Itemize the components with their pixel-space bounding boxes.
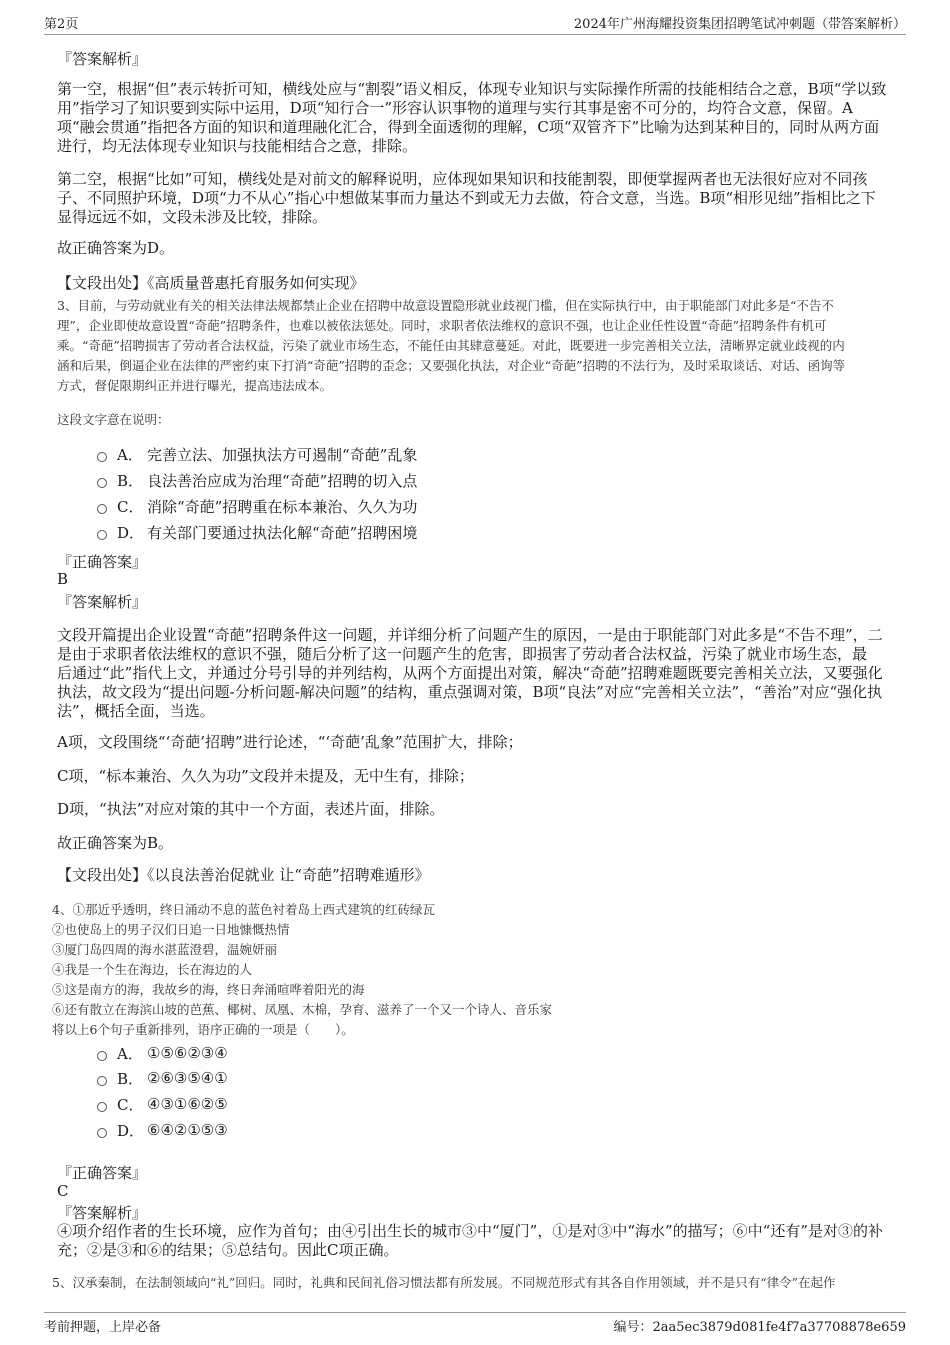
q4-answer: C xyxy=(57,1182,69,1200)
option-text: ⑥④②①⑤③ xyxy=(147,1121,228,1139)
document-title: 2024年广州海耀投资集团招聘笔试冲刺题（带答案解析） xyxy=(573,17,906,32)
option-letter: A． xyxy=(117,445,143,464)
q2-analysis-label: 『答案解析』 xyxy=(57,50,148,68)
option-letter: A． xyxy=(117,1044,143,1063)
document-id: 编号：2aa5ec3879d081fe4f7a37708878e659 xyxy=(613,1319,906,1335)
radio-icon[interactable] xyxy=(97,478,107,488)
q3-stem: 3、目前，与劳动就业有关的相关法律法规都禁止企业在招聘中故意设置隐形就业歧视门槛，但在实际执行中，由于职能部门对此多是“不告不 理”，企业即使故意设置“奇葩”招聘条件，也难以被依法惩处。同时，求职者依法维权的意识不强，也让企业任性设置“奇葩”招聘条件有机可 乘。“奇葩”招聘损害了劳动者合法权益，污染了就业市场生态，不能任由其肆意蔓延。对此，既要进一步完善相关立法，清晰界定就业歧视的内 涵和后果，倒逼企业在法律的严密约束下打消“奇葩”招聘的歪念；又要强化执法，对企业“奇葩”招聘的不法行为，及时采取谈话、对话、函询等 方式，督促限期纠正并进行曝光，提高违法成本。 xyxy=(57,298,846,393)
option-text: ④③①⑥②⑤ xyxy=(147,1095,228,1113)
q2-source: 【文段出处】《高质量普惠托育服务如何实现》 xyxy=(57,274,365,292)
q5-stem: 5、汉承秦制，在法制领域向“礼”回归。同时，礼典和民间礼俗习惯法都有所发展。不同规范形式有其各自作用领域，并不是只有“律令”在起作 xyxy=(52,1275,836,1290)
q3-analysis-label: 『答案解析』 xyxy=(57,593,148,611)
radio-icon[interactable] xyxy=(97,530,107,540)
option-text: ①⑤⑥②③④ xyxy=(147,1044,228,1062)
q3-analysis-option-d: D项，“执法”对应对策的其中一个方面，表述片面，排除。 xyxy=(57,800,445,818)
q4-option-a[interactable] xyxy=(97,1043,228,1063)
q2-analysis-para2: 第二空，根据“比如”可知，横线处是对前文的解释说明，应体现如果知识和技能割裂，即便掌握两者也无法很好应对不同孩 子、不同照护环境，D项“力不从心”指心中想做某事而力量达不到或无力去做，符合文意，当选。B项“相形见绌”指相比之下 显得远远不如，文段未涉及比较，排除。 xyxy=(57,170,876,226)
q3-answer: B xyxy=(57,570,69,588)
q3-option-a[interactable] xyxy=(97,444,417,464)
option-text: 有关部门要通过执法化解“奇葩”招聘困境 xyxy=(147,523,418,542)
option-letter: C． xyxy=(117,1095,144,1114)
q3-analysis-option-a: A项，文段围绕“‘奇葩’招聘”进行论述，“‘奇葩’乱象”范围扩大，排除； xyxy=(57,733,523,751)
option-letter: D． xyxy=(117,1121,145,1140)
radio-icon[interactable] xyxy=(97,1051,107,1061)
q3-analysis-option-c: C项，“标本兼治、久久为功”文段并未提及，无中生有，排除； xyxy=(57,767,474,785)
radio-icon[interactable] xyxy=(97,1076,107,1086)
q3-option-b[interactable] xyxy=(97,470,417,490)
option-text: ②⑥③⑤④① xyxy=(147,1069,228,1087)
page-number: 第2页 xyxy=(44,17,79,32)
option-letter: D． xyxy=(117,523,145,542)
q3-source: 【文段出处】《以良法善治促就业 让“奇葩”招聘难遁形》 xyxy=(57,866,430,884)
q2-conclusion: 故正确答案为D。 xyxy=(57,239,175,257)
q2-analysis-para1: 第一空，根据“但”表示转折可知，横线处应与“割裂”语义相反，体现专业知识与实际操作所需的技能相结合之意，B项“学以致 用”指学习了知识要到实际中运用，D项“知行合一”形容认识事物的道理与实行其事是密不可分的，均符合文意，保留。A 项“融会贯通”指把各方面的知识和道理融化汇合，得到全面透彻的理解，C项“双管齐下”比喻为达到某种目的，同时从两方面 进行，均无法体现专业知识与技能相结合之意，排除。 xyxy=(57,80,887,155)
option-letter: C． xyxy=(117,497,144,516)
option-letter: B． xyxy=(117,471,144,490)
page-footer xyxy=(44,1312,906,1335)
radio-icon[interactable] xyxy=(97,1128,107,1138)
q4-stem: 4、①那近乎透明，终日涌动不息的蓝色衬着岛上西式建筑的红砖绿瓦 ②也使岛上的男子汉们日追一日地慷慨热情 ③厦门岛四周的海水湛蓝澄碧，温婉妍丽 ④我是一个生在海边，长在海边的人 ⑤这是南方的海，我故乡的海，终日奔涌喧哗着阳光的海 ⑥还有散立在海滨山坡的芭蕉、椰树、凤凰、木棉，孕育、滋养了一个又一个诗人、音乐家 将以上6个句子重新排列，语序正确的一项是（ ）。 xyxy=(52,902,553,1037)
q4-option-c[interactable] xyxy=(97,1094,228,1114)
q4-answer-label: 『正确答案』 xyxy=(57,1164,148,1182)
q4-option-b[interactable] xyxy=(97,1068,228,1088)
option-text: 良法善治应成为治理“奇葩”招聘的切入点 xyxy=(147,471,418,490)
q3-option-d[interactable] xyxy=(97,522,417,542)
q4-option-d[interactable] xyxy=(97,1120,228,1140)
q3-conclusion: 故正确答案为B。 xyxy=(57,834,174,852)
option-text: 完善立法、加强执法方可遏制“奇葩”乱象 xyxy=(147,445,418,464)
radio-icon[interactable] xyxy=(97,504,107,514)
radio-icon[interactable] xyxy=(97,1102,107,1112)
footer-slogan: 考前押题，上岸必备 xyxy=(44,1319,162,1335)
q4-analysis-label: 『答案解析』 xyxy=(57,1204,148,1222)
q3-question: 这段文字意在说明： xyxy=(57,412,170,427)
q3-option-c[interactable] xyxy=(97,496,417,516)
option-text: 消除“奇葩”招聘重在标本兼治、久久为功 xyxy=(147,497,418,516)
q3-analysis-para1: 文段开篇提出企业设置“奇葩”招聘条件这一问题，并详细分析了问题产生的原因，一是由于职能部门对此多是“不告不理”，二 是由于求职者依法维权的意识不强，随后分析了这一问题产生的危害，即损害了劳动者合法权益，污染了就业市场生态，最 后通过“此”指代上文，并通过分号引导的并列结构，从两个方面提出对策，解决“奇葩”招聘难题既要完善相关立法，又要强化 执法，故文段为“提出问题-分析问题-解决问题”的结构，重点强调对策，B项“良法”对应“完善相关立法”，“善治”对应“强化执 法”，概括全面，当选。 xyxy=(57,626,883,720)
radio-icon[interactable] xyxy=(97,452,107,462)
q3-answer-label: 『正确答案』 xyxy=(57,553,148,571)
q4-analysis: ④项介绍作者的生长环境，应作为首句；由④引出生长的城市③中“厦门”，①是对③中“海水”的描写；⑥中“还有”是对③的补 充；②是③和⑥的结果；⑤总结句。因此C项正确。 xyxy=(57,1222,884,1259)
page-header xyxy=(44,12,906,35)
option-letter: B． xyxy=(117,1069,144,1088)
